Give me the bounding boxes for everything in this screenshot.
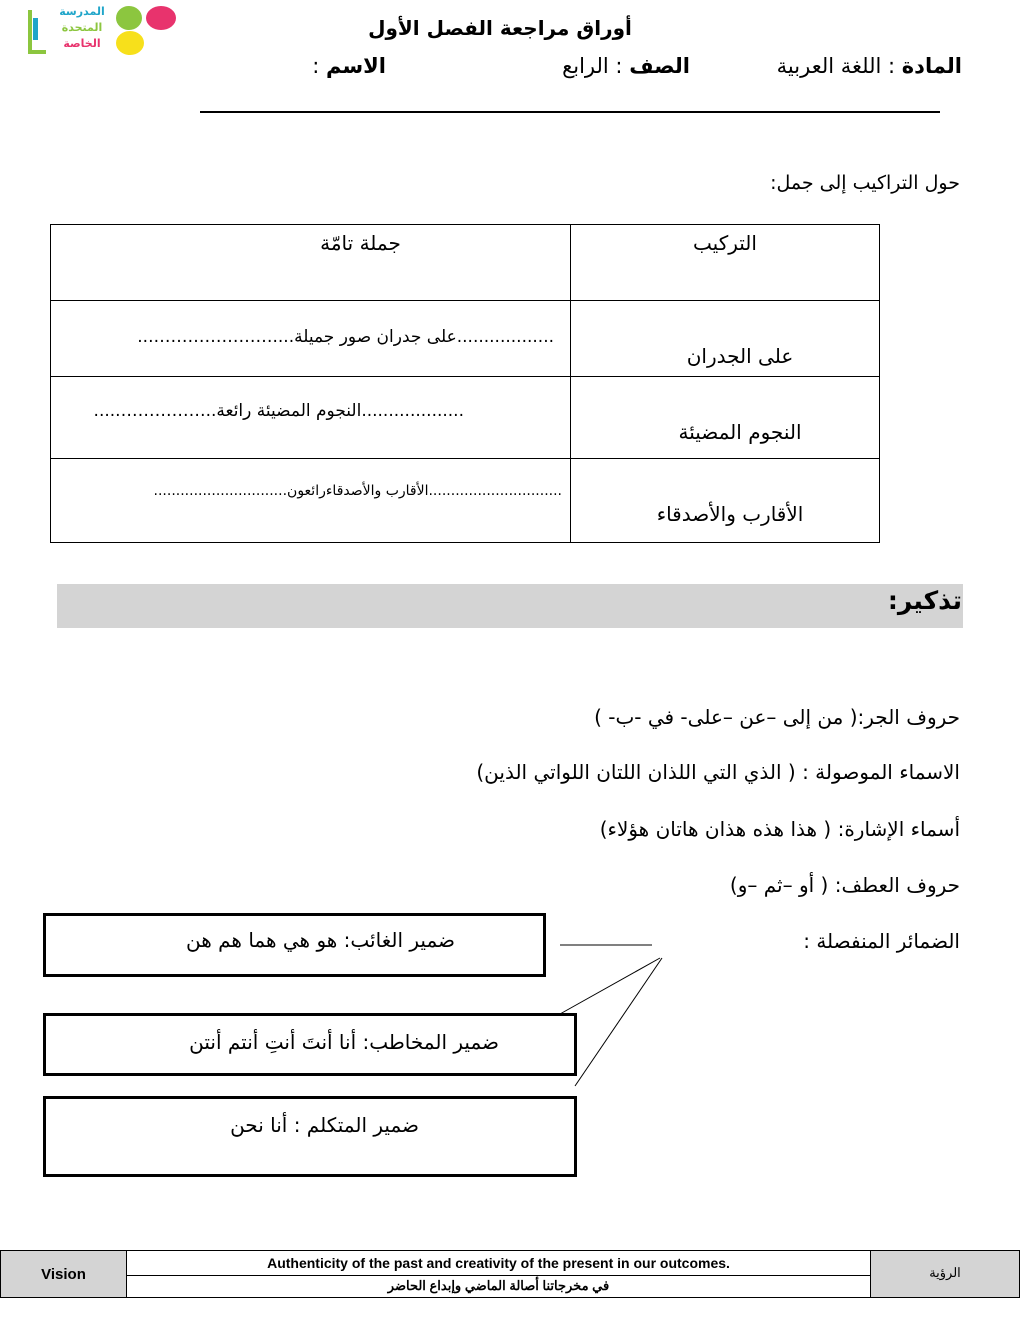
header-row (300, 54, 962, 84)
col-phrase-header: التركيب (693, 231, 757, 255)
grade-value: : الرابع (562, 54, 623, 78)
sentence-answer[interactable]: ..............................الأقارب والأصدقاءرائعون.............................. (153, 483, 562, 499)
reminder-line-demonstratives: أسماء الإشارة: ( هذا هذه هذان هاتان هؤلاء) (599, 817, 960, 841)
exercise-instruction: حول التراكيب إلى جمل: (770, 172, 960, 194)
logo-line-1: المدرسة (59, 5, 105, 18)
reminder-line-relative-nouns: الاسماء الموصولة : ( الذي التي اللذان اللتان اللواتي الذين) (476, 760, 960, 784)
page-title: أوراق مراجعة الفصل الأول (368, 16, 632, 40)
subject-label: المادة (901, 54, 962, 78)
phrase-cell: الأقارب والأصدقاء (656, 502, 804, 526)
vision-en-label: Vision (1, 1251, 127, 1298)
col-sentence-header: جملة تامّة (320, 231, 401, 255)
table-row (51, 301, 880, 377)
pronoun-addressee-text: ضمير المخاطب: أنا أنتَ أنتِ أنتم أنتن (189, 1030, 499, 1054)
pronoun-box-speaker (43, 1096, 577, 1177)
reminder-line-pronouns: الضمائر المنفصلة : (803, 929, 960, 953)
sentence-answer[interactable]: ..................على جدران صور جميلة....…………………... (137, 327, 554, 347)
name-colon: : (312, 54, 320, 78)
name-underline[interactable] (200, 111, 940, 113)
reminder-line-prepositions: حروف الجر:( من إلى –عن –على- في -ب- ) (594, 705, 960, 729)
sentence-answer[interactable]: ...................النجوم المضيئة رائعة..……………..... (93, 401, 464, 421)
phrase-cell: النجوم المضيئة (678, 420, 802, 444)
reminder-line-conjunctions: حروف العطف: ( أو –ثم –و) (729, 873, 960, 897)
table-row (51, 377, 880, 459)
logo-pink-circle-icon (146, 6, 176, 30)
vision-motto-ar: في مخرجاتنا أصالة الماضي وإبداع الحاضر (127, 1275, 871, 1297)
connector-line-addressee (560, 958, 660, 1014)
subject-value: : اللغة العربية (776, 54, 896, 78)
vision-ar-label: الرؤية (871, 1251, 1020, 1298)
reminder-band (57, 584, 963, 628)
header-phrase-cell (571, 225, 880, 301)
grade-label: الصف (629, 54, 690, 78)
pronoun-box-addressee (43, 1013, 577, 1076)
logo-green-circle-icon (116, 6, 142, 30)
logo-line-3: الخاصة (63, 37, 101, 50)
logo-mark-icon (33, 18, 38, 40)
vision-motto-en: Authenticity of the past and creativity of the present in our outcomes. (127, 1251, 871, 1276)
exercise-table (50, 224, 880, 543)
connector-line-speaker (575, 958, 662, 1086)
reminder-heading: تذكير: (887, 586, 962, 615)
logo-line-2: المتحدة (61, 21, 103, 34)
pronoun-box-absent (43, 913, 546, 977)
header-sentence-cell (51, 225, 571, 301)
pronoun-speaker-text: ضمير المتكلم : أنا نحن (230, 1113, 419, 1137)
footer-vision-table (0, 1250, 1020, 1298)
pronoun-absent-text: ضمير الغائب: هو هي هما هم هن (185, 928, 455, 952)
logo-yellow-circle-icon (116, 31, 144, 55)
name-label: الاسم (326, 54, 386, 78)
table-row (51, 459, 880, 543)
phrase-cell: على الجدران (686, 344, 794, 368)
